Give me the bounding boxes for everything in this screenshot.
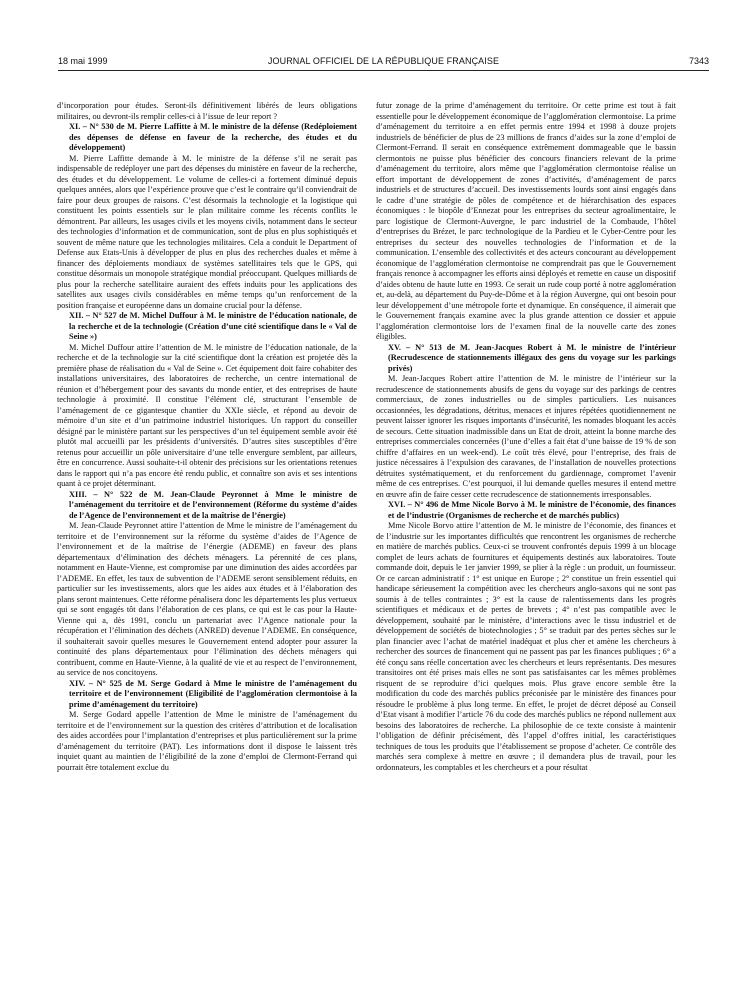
question-body-xii: M. Michel Duffour attire l’attention de M. le ministre de l’éducation nationale, de la recherche et de la technologie sur la cité scientifique dont la création est projetée dès la première phase de réalisation du « Val de Seine ». Cet équipement doit faire cohabiter des installations universitaires, des laboratoires de recherche, un centre international de réunion et d’hébergement pour des savants du monde entier, et des entreprises de haute technologie à proximité. Il constitue l’élément clé, structurant l’ensemble de l’aménagement de ce gigantesque chantier du XXIe siècle, et répond au devoir de mémoire d’un site et d’un patrimoine industriel historiques. Un rapport du conseiller désigné par le ministère partant sur les perspectives d’un tel équipement semble avoir été plutôt mal accueilli par les présidents d’universités. D’autres sites susceptibles d’être retenus pour accueillir un pôle universitaire d’une telle envergure semblent, par ailleurs, être en concurrence. Aussi souhaite-t-il obtenir des précisions sur les orientations retenues dans le rapport qui n’a pas encore été rendu public, et connaître son avis et ses intentions quant à ce projet déterminant.	[57, 342, 357, 488]
page-header	[58, 56, 709, 70]
question-heading-xi	[57, 122, 357, 154]
question-author: de M. Serge Godard à Mme le ministre de l’aménagement du territoire et de l’environnement	[69, 678, 357, 698]
question-number: XI. – N° 530	[69, 122, 114, 131]
question-author: de M. Jean-Claude Peyronnet à Mme le ministre de l’aménagement du territoire et de l’environnement	[69, 489, 357, 509]
question-number: XIV. – N° 525	[69, 678, 122, 688]
question-author: de M. Pierre Laffitte à M. le ministre de la défense	[116, 122, 299, 131]
question-author: de M. Michel Duffour à M. le ministre de l’éducation nationale, de la recherche et de la technologie	[69, 311, 357, 331]
question-number: XII. – N° 527	[69, 311, 117, 320]
question-number: XVI. – N° 496	[388, 500, 439, 509]
question-body-xvi: Mme Nicole Borvo attire l’attention de M. le ministre de l’économie, des finances et de l’industrie sur les importantes difficultés que rencontrent les organismes de recherche en matière de marchés publics. Ceux-ci se trouvent confrontés depuis 1999 à un blocage complet de leurs achats de fournitures et équipements destinés aux laboratoires. Toute commande doit, depuis le 1er janvier 1999, se plier à la règle : un produit, un fournisseur. Or ce carcan administratif : 1° est unique en Europe ; 2° constitue un frein essentiel qui handicape sérieusement la compétition avec les chercheurs anglo-saxons qui ne sont pas soumis à de telles contraintes ; 3° est la cause de ralentissements dans les progrès scientifiques et médicaux et de pertes de brevets ; 4° n’est pas compatible avec le développement, souhaité par le ministère, d’interactions avec le tissu industriel et de développement de sociétés de biotechnologies ; 5° se traduit par des pertes sèches sur le plan financier avec l’achat de matériel inadéquat et plus cher et amène les chercheurs à rechercher des sources de financement qui ne passent pas par les finances publiques ; 6° a été conçu sans réelle concertation avec les chercheurs et leurs représentants. Des mesures transitoires ont été prises mais elles ne sont pas satisfaisantes car les mêmes problèmes risquent de se reproduire d’ici quelques mois. Plus grave encore semble être la modification du code des marchés publics préconisée par le ministère des finances pour résoudre le problème à plus long terme. En effet, le projet de décret déposé au Conseil d’Etat visant à modifier l’article 76 du code des marchés publics ne répond nullement aux besoins des laboratoires de recherche. La philosophie de ce texte consiste à maintenir l’obligation de définir précisément, dès l’appel d’offres initial, les caractéristiques techniques de tous les produits que l’établissement se propose d’acheter. Ce contrôle des marchés sera complexe à mettre en œuvre ; il demandera plus de travail, pour les ordonnateurs, les comptables et les chercheurs et a pour résultat	[376, 521, 676, 772]
question-heading-xiii	[57, 490, 357, 522]
question-body-xi: M. Pierre Laffitte demande à M. le ministre de la défense s’il ne serait pas indispensable de redéployer une part des dépenses du ministère en faveur de la recherche, des études et du développement. Le volume de celles-ci a fortement diminué depuis quelques années, alors que l’expérience prouve que c’est le contraire qu’il conviendrait de faire pour deux groupes de raisons. C’est désormais la technologie et la logistique qui constituent les points essentiels sur le plan militaire comme les récents conflits le démontrent. Par ailleurs, les usages civils et les moyens civils, notamment dans le secteur des technologies d’information et de communication, sont de plus en plus sophistiqués et souvent de même nature que les technologies militaires. Cela a conduit le Department of Defense aux Etats-Unis à développer de plus en plus des recherches duales et même à financer des déploiements mondiaux de systèmes satellitaires tels que le GPS, qui constitue désormais un monopole stratégique mondial préoccupant. Quelques milliards de plus pour la recherche satellitaire auraient des effets induits pour les applications des satellites aux usages civils considérables en même temps qu’un renforcement de la position française et européenne dans un domaine crucial pour la défense.	[57, 153, 357, 310]
question-heading-xvi	[376, 500, 676, 521]
header-date: 18 mai 1999	[58, 56, 108, 66]
question-title: (Réforme du système d’aides de l’Agence de l’environnement et de la maîtrise de l’énergie)	[69, 500, 357, 520]
question-title: (Création d’une cité scientifique dans le « Val de Seine »)	[69, 321, 357, 341]
intro-paragraph: d’incorporation pour études. Seront-ils définitivement libérés de leurs obligations militaires, ou devront-ils remplir celles-ci à l’issue de leur report ?	[57, 101, 357, 121]
question-title: (Recrudescence de stationnements illégaux des gens du voyage sur les parkings privés)	[388, 353, 676, 373]
question-body-xiv: M. Serge Godard appelle l’attention de Mme le ministre de l’aménagement du territoire et de l’environnement sur la question des critères d’attribution et de localisation des aides accordées pour l’implantation d’entreprises et plus particulièrement sur la prime d’aménagement du territoire (PAT). Les informations dont il dispose le laissent très inquiet quant au maintien de l’éligibilité de la zone d’emploi de Clermont-Ferrand qui pourrait être totalement exclue du	[57, 710, 357, 772]
header-title: JOURNAL OFFICIEL DE LA RÉPUBLIQUE FRANÇAISE	[267, 56, 500, 66]
question-heading-xii	[57, 311, 357, 343]
question-number: XV. – N° 513	[388, 342, 442, 352]
question-author: de M. Jean-Jacques Robert à M. le ministre de l’intérieur	[446, 342, 676, 352]
left-column	[57, 101, 357, 981]
header-page-number: 7343	[688, 56, 709, 66]
continuation-paragraph: futur zonage de la prime d’aménagement du territoire. Or cette prime est tout à fait essentielle pour le développement économique de l’agglomération clermontoise. La prime d’aménagement du territoire a en effet permis entre 1994 et 1998 à douze projets industriels de bénéficier de plus de 23 millions de francs d’aides sur la zone d’emploi de Clermont-Ferrand. Il serait en conséquence extrêmement dommageable que le bassin clermontois ne puisse plus bénéficier des concours financiers relevant de la prime d’aménagement du territoire, alors même que l’agglomération clermontoise réalise un effort important de développement de zones d’activités, d’aménagement de parcs industriels et de structures d’accueil. Des investissements lourds sont ainsi engagés dans le cadre d’une stratégie de pôles de compétence et de hiérarchisation des espaces économiques : le biopôle d’Ennezat pour les entreprises du secteur agroalimentaire, le parc logistique de Clermont-Auvergne, le parc industriel de la Combaude, l’hôtel d’entreprises du Brézet, le parc technologique de la Pardieu et le Cyber-Centre pour les entreprises du secteur des nouvelles technologies de l’information et de la communication. L’ensemble des collectivités et des acteurs concourant au développement économique de l’agglomération clermontoise ne comprendrait pas que le Gouvernement français renonce à accompagner les efforts ainsi déployés et remette en cause un dispositif d’aides obtenu de haute lutte en 1993. Ce serait un rude coup porté à notre agglomération et, au-delà, au département du Puy-de-Dôme et à la région Auvergne, qui ont besoin pour leur développement d’une métropole forte et dynamique. En conséquence, il aimerait que le Gouvernement français examine avec la plus grande attention ce dossier et appuie l’agglomération clermontoise lors de l’examen final de la nouvelle carte des zones éligibles.	[376, 101, 676, 341]
question-heading-xiv	[57, 679, 357, 711]
question-title: (Organismes de recherche et de marchés publics)	[445, 510, 620, 520]
question-title: (Redéploiement des dépenses de défense en faveur de la recherche, des études et du développement)	[69, 122, 357, 152]
header-rule	[58, 70, 709, 71]
question-title: (Eligibilité de l’agglomération clermontoise à la prime d’aménagement du territoire)	[69, 689, 357, 709]
question-body-xv: M. Jean-Jacques Robert attire l’attention de M. le ministre de l’intérieur sur la recrudescence de stationnements abusifs de gens du voyage sur des parkings de centres commerciaux, de zones industrielles ou de simples particuliers. Les nuisances occasionnées, les dégradations, détritus, menaces et injures répétées quotidiennement ne peuvent laisser ignorer les risques importants d’insécurité, les nomades bloquant les accès de secours. Cette situation inadmissible dans un Etat de droit, atteint la bonne marche des entreprises commerciales concernées (l’une d’elles a fait état d’une baisse de 19 % de son chiffre d’affaires en un week-end). Le coût très élevé, pour l’entreprise, des frais de justice nécessaires à l’expulsion des caravanes, de l’installation de nouvelles protections détruites systématiquement, et du renforcement du gardiennage, compromet l’avenir même de ces entreprises. C’est pourquoi, il lui demande quelles mesures il entend mettre en œuvre afin de faire cesser cette recrudescence de stationnements irresponsables.	[376, 374, 676, 499]
question-author: de Mme Nicole Borvo à M. le ministre de l’économie, des finances et de l’industrie	[388, 500, 676, 520]
question-body-xiii: M. Jean-Claude Peyronnet attire l’attention de Mme le ministre de l’aménagement du territoire et de l’environnement sur la réforme du système d’aides de l’Agence de l’environnement et de la maîtrise de l’énergie (ADEME) en faveur des plans départementaux d’élimination des déchets ménagers. La pérennité de ces plans, notamment en Haute-Vienne, est compromise par une diminution des aides accordées par l’ADEME. En effet, les taux de subvention de l’ADEME seront sensiblement réduits, en particulier sur les investissements, alors que les aides aux études et à l’élaboration des plans seront maintenues. Cette réforme pénalisera donc les départements les plus vertueux qui se sont engagés tôt dans l’élaboration de ces plans, ce qui est le cas pour la Haute-Vienne qui a, dès 1991, conclu un partenariat avec l’Agence nationale pour la récupération et l’élimination des déchets (ANRED) devenue l’ADEME. En conséquence, il souhaiterait savoir quelles mesures le Gouvernement entend adopter pour assurer la continuité des plans départementaux pour l’élimination des déchets ménagers qui contribuent, comme en Haute-Vienne, à la qualité de vie et au respect de l’environnement, au service de nos concitoyens.	[57, 521, 357, 677]
right-column	[376, 101, 676, 981]
question-heading-xv	[376, 343, 676, 375]
question-number: XIII. – N° 522	[69, 489, 133, 499]
